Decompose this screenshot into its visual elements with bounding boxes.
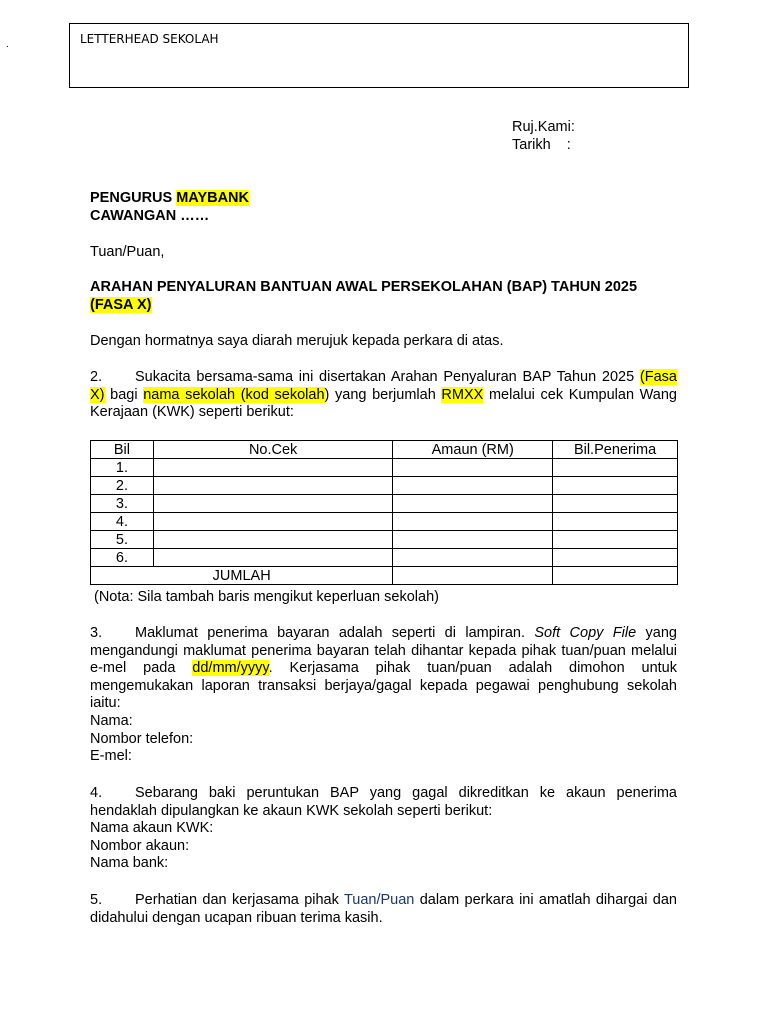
- header-no-cek: No.Cek: [153, 441, 393, 459]
- subject-phase: (FASA X): [90, 296, 152, 313]
- cell-no-cek: [153, 477, 393, 495]
- table-row: [91, 531, 678, 549]
- row-number: 3.: [91, 495, 154, 513]
- table-row: [91, 495, 678, 513]
- table-note: (Nota: Sila tambah baris mengikut keperluan sekolah): [94, 589, 439, 605]
- paragraph-1: Dengan hormatnya saya diarah merujuk kepada perkara di atas.: [90, 333, 504, 349]
- p2-school-highlight: nama sekolah (kod sekolah: [143, 386, 325, 403]
- cell-no-cek: [153, 495, 393, 513]
- p4-body: [90, 785, 677, 820]
- total-label: JUMLAH: [91, 567, 393, 585]
- p3-text-3: . Kerjasama pihak tuan/puan adalah dimohon untuk mengemukakan laporan transaksi berjaya/gagal kepada pegawai penghubung sekolah iaitu:: [90, 660, 677, 712]
- p5-text-2: dalam perkara ini amatlah dihargai dan didahului dengan ucapan ribuan terima kasih.: [90, 892, 677, 926]
- table-row: [91, 459, 678, 477]
- p3-italic: Soft Copy File: [534, 625, 637, 641]
- table-row: [91, 549, 678, 567]
- contact-phone-label: Nombor telefon:: [90, 730, 194, 747]
- account-name-label: Nama akaun KWK:: [90, 820, 214, 837]
- cell-amaun: [393, 495, 553, 513]
- p4-text-1: Sebarang baki peruntukan BAP yang gagal dikreditkan ke akaun penerima hendaklah dipulangkan ke akaun KWK sekolah seperti berikut:: [90, 785, 677, 819]
- cell-no-cek: [153, 549, 393, 567]
- para-number: 3.: [90, 625, 103, 641]
- header-bil: Bil: [91, 441, 154, 459]
- recipient-line-1: [90, 190, 677, 208]
- recipient-title: PENGURUS: [90, 190, 177, 206]
- row-number: 5.: [91, 531, 154, 549]
- subject-main: ARAHAN PENYALURAN BANTUAN AWAL PERSEKOLAHAN (BAP) TAHUN 2025: [90, 279, 638, 295]
- p5-text-1: Perhatian dan kerjasama pihak: [135, 892, 344, 908]
- p2-text-4: melalui cek Kumpulan Wang Kerajaan (KWK) seperti berikut:: [90, 386, 677, 421]
- paragraph-2: [90, 369, 677, 422]
- contact-email-label: E-mel:: [90, 748, 132, 765]
- account-number-label: Nombor akaun:: [90, 837, 190, 854]
- cell-no-cek: [153, 531, 393, 549]
- paragraph-3: [90, 625, 677, 766]
- cell-no-cek: [153, 459, 393, 477]
- cell-bil-penerima: [553, 513, 678, 531]
- p3-text-2: yang mengandungi maklumat penerima bayaran telah dihantar kepada pihak tuan/puan melalui e-mel pada: [90, 625, 677, 677]
- salutation: Tuan/Puan,: [90, 244, 165, 260]
- row-number: 2.: [91, 477, 154, 495]
- total-penerima: [553, 567, 678, 585]
- p3-date-highlight: dd/mm/yyyy: [192, 660, 269, 677]
- header-amaun: Amaun (RM): [393, 441, 553, 459]
- cell-amaun: [393, 477, 553, 495]
- p2-amount-highlight: RMXX: [441, 386, 484, 403]
- cell-bil-penerima: [553, 459, 678, 477]
- row-number: 6.: [91, 549, 154, 567]
- p2-phase-highlight: (Fasa X): [90, 369, 677, 403]
- table-total-row: [91, 567, 678, 585]
- subject-heading: [90, 279, 677, 314]
- tarikh: Tarikh :: [512, 136, 571, 153]
- ruj-kami: Ruj.Kami:: [512, 119, 575, 135]
- p2-text-1: Sukacita bersama-sama ini disertakan Arahan Penyaluran BAP Tahun 2025: [135, 369, 640, 385]
- cell-bil-penerima: [553, 549, 678, 567]
- cell-bil-penerima: [553, 531, 678, 549]
- para-number: 4.: [90, 785, 103, 801]
- cell-amaun: [393, 459, 553, 477]
- p2-text-2: bagi: [104, 386, 144, 403]
- cheque-table: [90, 440, 678, 585]
- recipient-line-2: CAWANGAN ……: [90, 207, 210, 224]
- letterhead-text: LETTERHEAD SEKOLAH: [80, 32, 219, 46]
- cell-no-cek: [153, 513, 393, 531]
- contact-name-label: Nama:: [90, 712, 133, 729]
- cell-bil-penerima: [553, 495, 678, 513]
- table-row: [91, 477, 678, 495]
- p5-colored-text: Tuan/Puan: [343, 892, 415, 908]
- paragraph-5: [90, 892, 677, 927]
- cell-bil-penerima: [553, 477, 678, 495]
- total-amaun: [393, 567, 553, 585]
- para-number: 2.: [90, 369, 103, 385]
- bank-name-label: Nama bank:: [90, 855, 169, 872]
- recipient-block: [90, 190, 677, 225]
- para-number: 5.: [90, 892, 103, 908]
- header-bil-penerima: Bil.Penerima: [553, 441, 678, 459]
- table-row: [91, 513, 678, 531]
- paragraph-4: [90, 785, 677, 873]
- p3-body: [90, 625, 677, 713]
- letterhead-box: [69, 23, 689, 88]
- corner-marker: .: [6, 39, 9, 50]
- bank-name-highlight: MAYBANK: [176, 190, 249, 206]
- row-number: 4.: [91, 513, 154, 531]
- cell-amaun: [393, 531, 553, 549]
- cell-amaun: [393, 513, 553, 531]
- row-number: 1.: [91, 459, 154, 477]
- reference-block: [512, 119, 575, 154]
- p2-text-3: ) yang berjumlah: [324, 386, 442, 403]
- p3-text-1: Maklumat penerima bayaran adalah seperti di lampiran.: [135, 625, 535, 641]
- table-header-row: [91, 441, 678, 459]
- cell-amaun: [393, 549, 553, 567]
